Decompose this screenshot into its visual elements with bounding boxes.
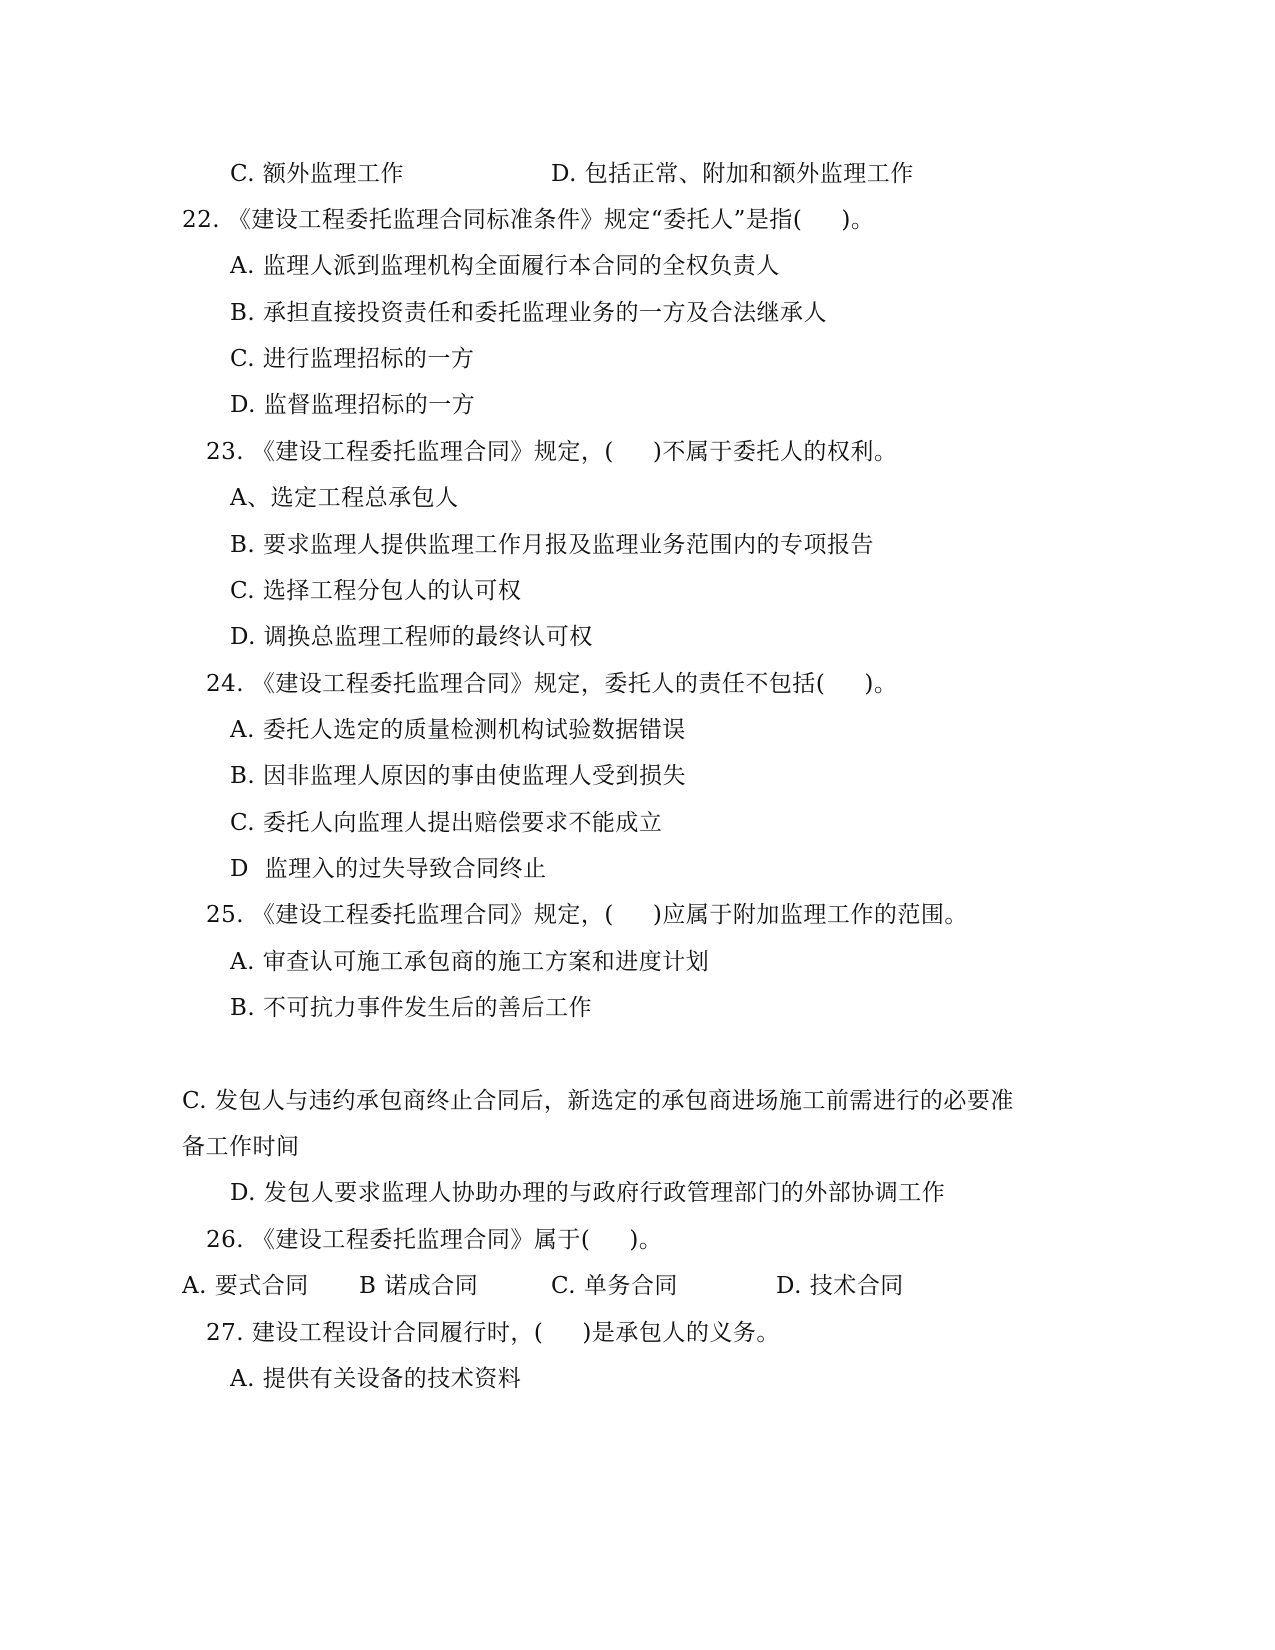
q25-option-a: A. 审查认可施工承包商的施工方案和进度计划: [230, 949, 710, 975]
question-22: 22. 《建设工程委托监理合同标准条件》规定“委托人”是指( )。: [182, 207, 875, 233]
q26-option-d: D. 技术合同: [776, 1273, 904, 1299]
q22-option-d: D. 监督监理招标的一方: [230, 392, 476, 418]
q24-option-b: B. 因非监理人原因的事由使监理人受到损失: [230, 763, 687, 789]
question-23: 23. 《建设工程委托监理合同》规定，( )不属于委托人的权利。: [206, 439, 898, 465]
q23-option-d: D. 调换总监理工程师的最终认可权: [230, 624, 593, 650]
question-27: 27. 建设工程设计合同履行时，( )是承包人的义务。: [206, 1320, 780, 1346]
q22-option-c: C. 进行监理招标的一方: [230, 346, 475, 372]
question-24: 24. 《建设工程委托监理合同》规定，委托人的责任不包括( )。: [206, 671, 898, 697]
q26-option-c: C. 单务合同: [551, 1273, 678, 1299]
q23-option-c: C. 选择工程分包人的认可权: [230, 578, 522, 604]
q24-option-a: A. 委托人选定的质量检测机构试验数据错误: [230, 717, 686, 743]
q21-option-c: C. 额外监理工作: [230, 161, 404, 187]
question-26: 26. 《建设工程委托监理合同》属于( )。: [206, 1227, 663, 1253]
q24-option-d: D 监理入的过失导致合同终止: [230, 856, 547, 882]
q25-option-d: D. 发包人要求监理人协助办理的与政府行政管理部门的外部协调工作: [230, 1180, 946, 1206]
q24-option-c: C. 委托人向监理人提出赔偿要求不能成立: [230, 810, 663, 836]
q22-option-b: B. 承担直接投资责任和委托监理业务的一方及合法继承人: [230, 300, 828, 326]
q25-option-b: B. 不可抗力事件发生后的善后工作: [230, 995, 593, 1021]
q25-option-c: C. 发包人与违约承包商终止合同后，新选定的承包商进场施工前需进行的必要准: [182, 1088, 1014, 1114]
q26-option-a: A. 要式合同: [182, 1273, 309, 1299]
q26-option-b: B 诺成合同: [359, 1273, 479, 1299]
q25-option-c-continued: 备工作时间: [182, 1134, 300, 1160]
q23-option-a: A、选定工程总承包人: [230, 485, 459, 511]
question-25: 25. 《建设工程委托监理合同》规定，( )应属于附加监理工作的范围。: [206, 902, 968, 928]
q22-option-a: A. 监理人派到监理机构全面履行本合同的全权负责人: [230, 253, 780, 279]
q23-option-b: B. 要求监理人提供监理工作月报及监理业务范围内的专项报告: [230, 532, 875, 558]
q27-option-a: A. 提供有关设备的技术资料: [230, 1366, 522, 1392]
q21-option-d: D. 包括正常、附加和额外监理工作: [551, 161, 914, 187]
